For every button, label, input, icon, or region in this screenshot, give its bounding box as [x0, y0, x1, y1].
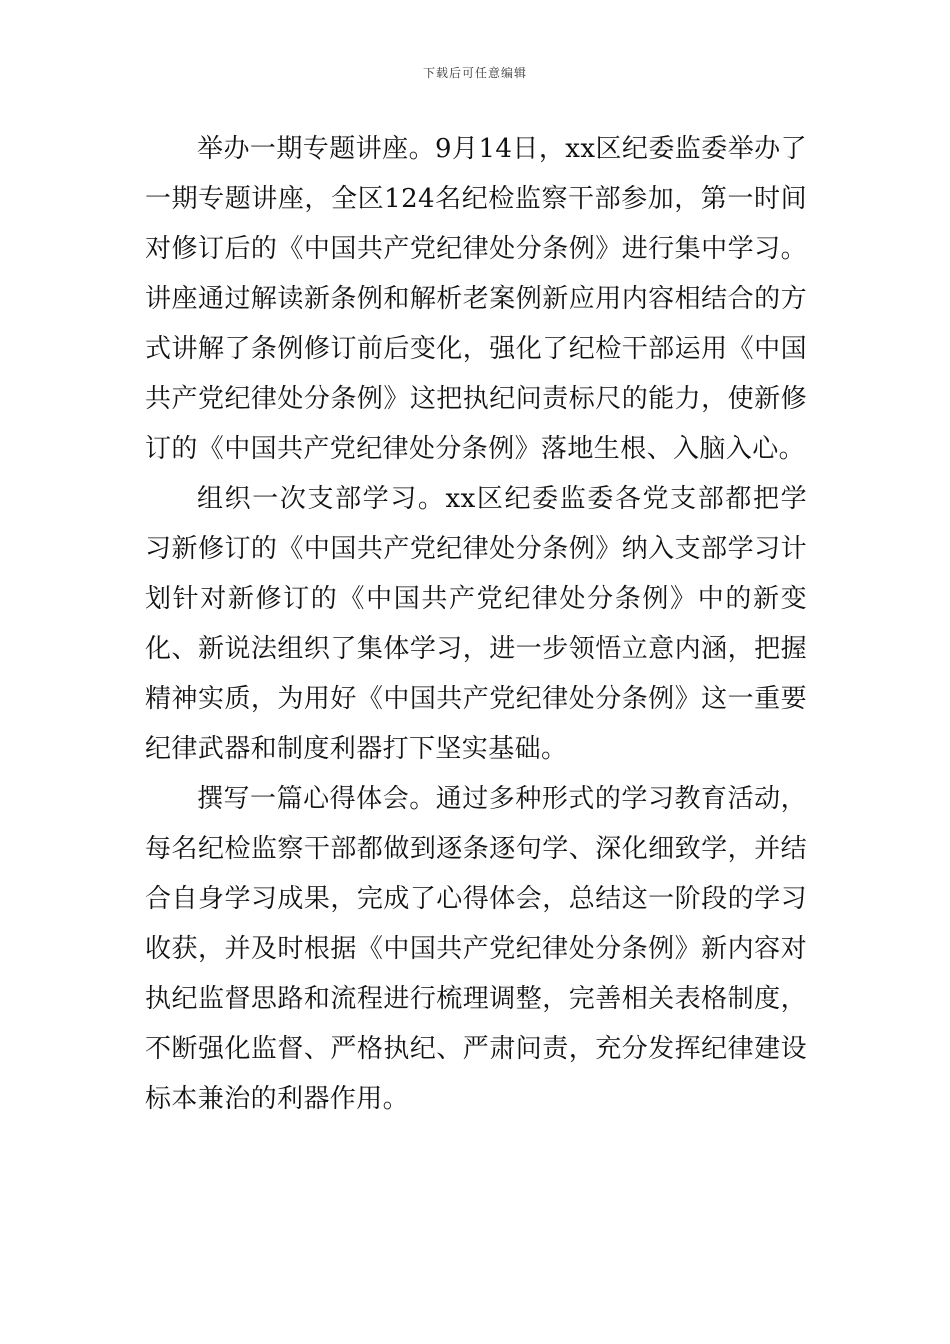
document-body [145, 124, 807, 1124]
paragraph-reflection: 撰写一篇心得体会。通过多种形式的学习教育活动，每名纪检监察干部都做到逐条逐句学、深化细致学，并结合自身学习成果，完成了心得体会，总结这一阶段的学习收获，并及时根据《中国共产党纪律处分条例》新内容对执纪监督思路和流程进行梳理调整，完善相关表格制度，不断强化监督、严格执纪、严肃问责，充分发挥纪律建设标本兼治的利器作用。 [145, 784, 807, 1114]
paragraph-branch-study: 组织一次支部学习。xx区纪委监委各党支部都把学习新修订的《中国共产党纪律处分条例》纳入支部学习计划针对新修订的《中国共产党纪律处分条例》中的新变化、新说法组织了集体学习，进一步领悟立意内涵，把握精神实质，为用好《中国共产党纪律处分条例》这一重要纪律武器和制度利器打下坚实基础。 [145, 484, 807, 764]
paragraph-lecture: 举办一期专题讲座。9月14日，xx区纪委监委举办了一期专题讲座，全区124名纪检监察干部参加，第一时间对修订后的《中国共产党纪律处分条例》进行集中学习。讲座通过解读新条例和解析老案例新应用内容相结合的方式讲解了条例修订前后变化，强化了纪检干部运用《中国共产党纪律处分条例》这把执纪问责标尺的能力，使新修订的《中国共产党纪律处分条例》落地生根、入脑入心。 [145, 134, 807, 464]
page-header-note: 下载后可任意编辑 [422, 66, 527, 80]
